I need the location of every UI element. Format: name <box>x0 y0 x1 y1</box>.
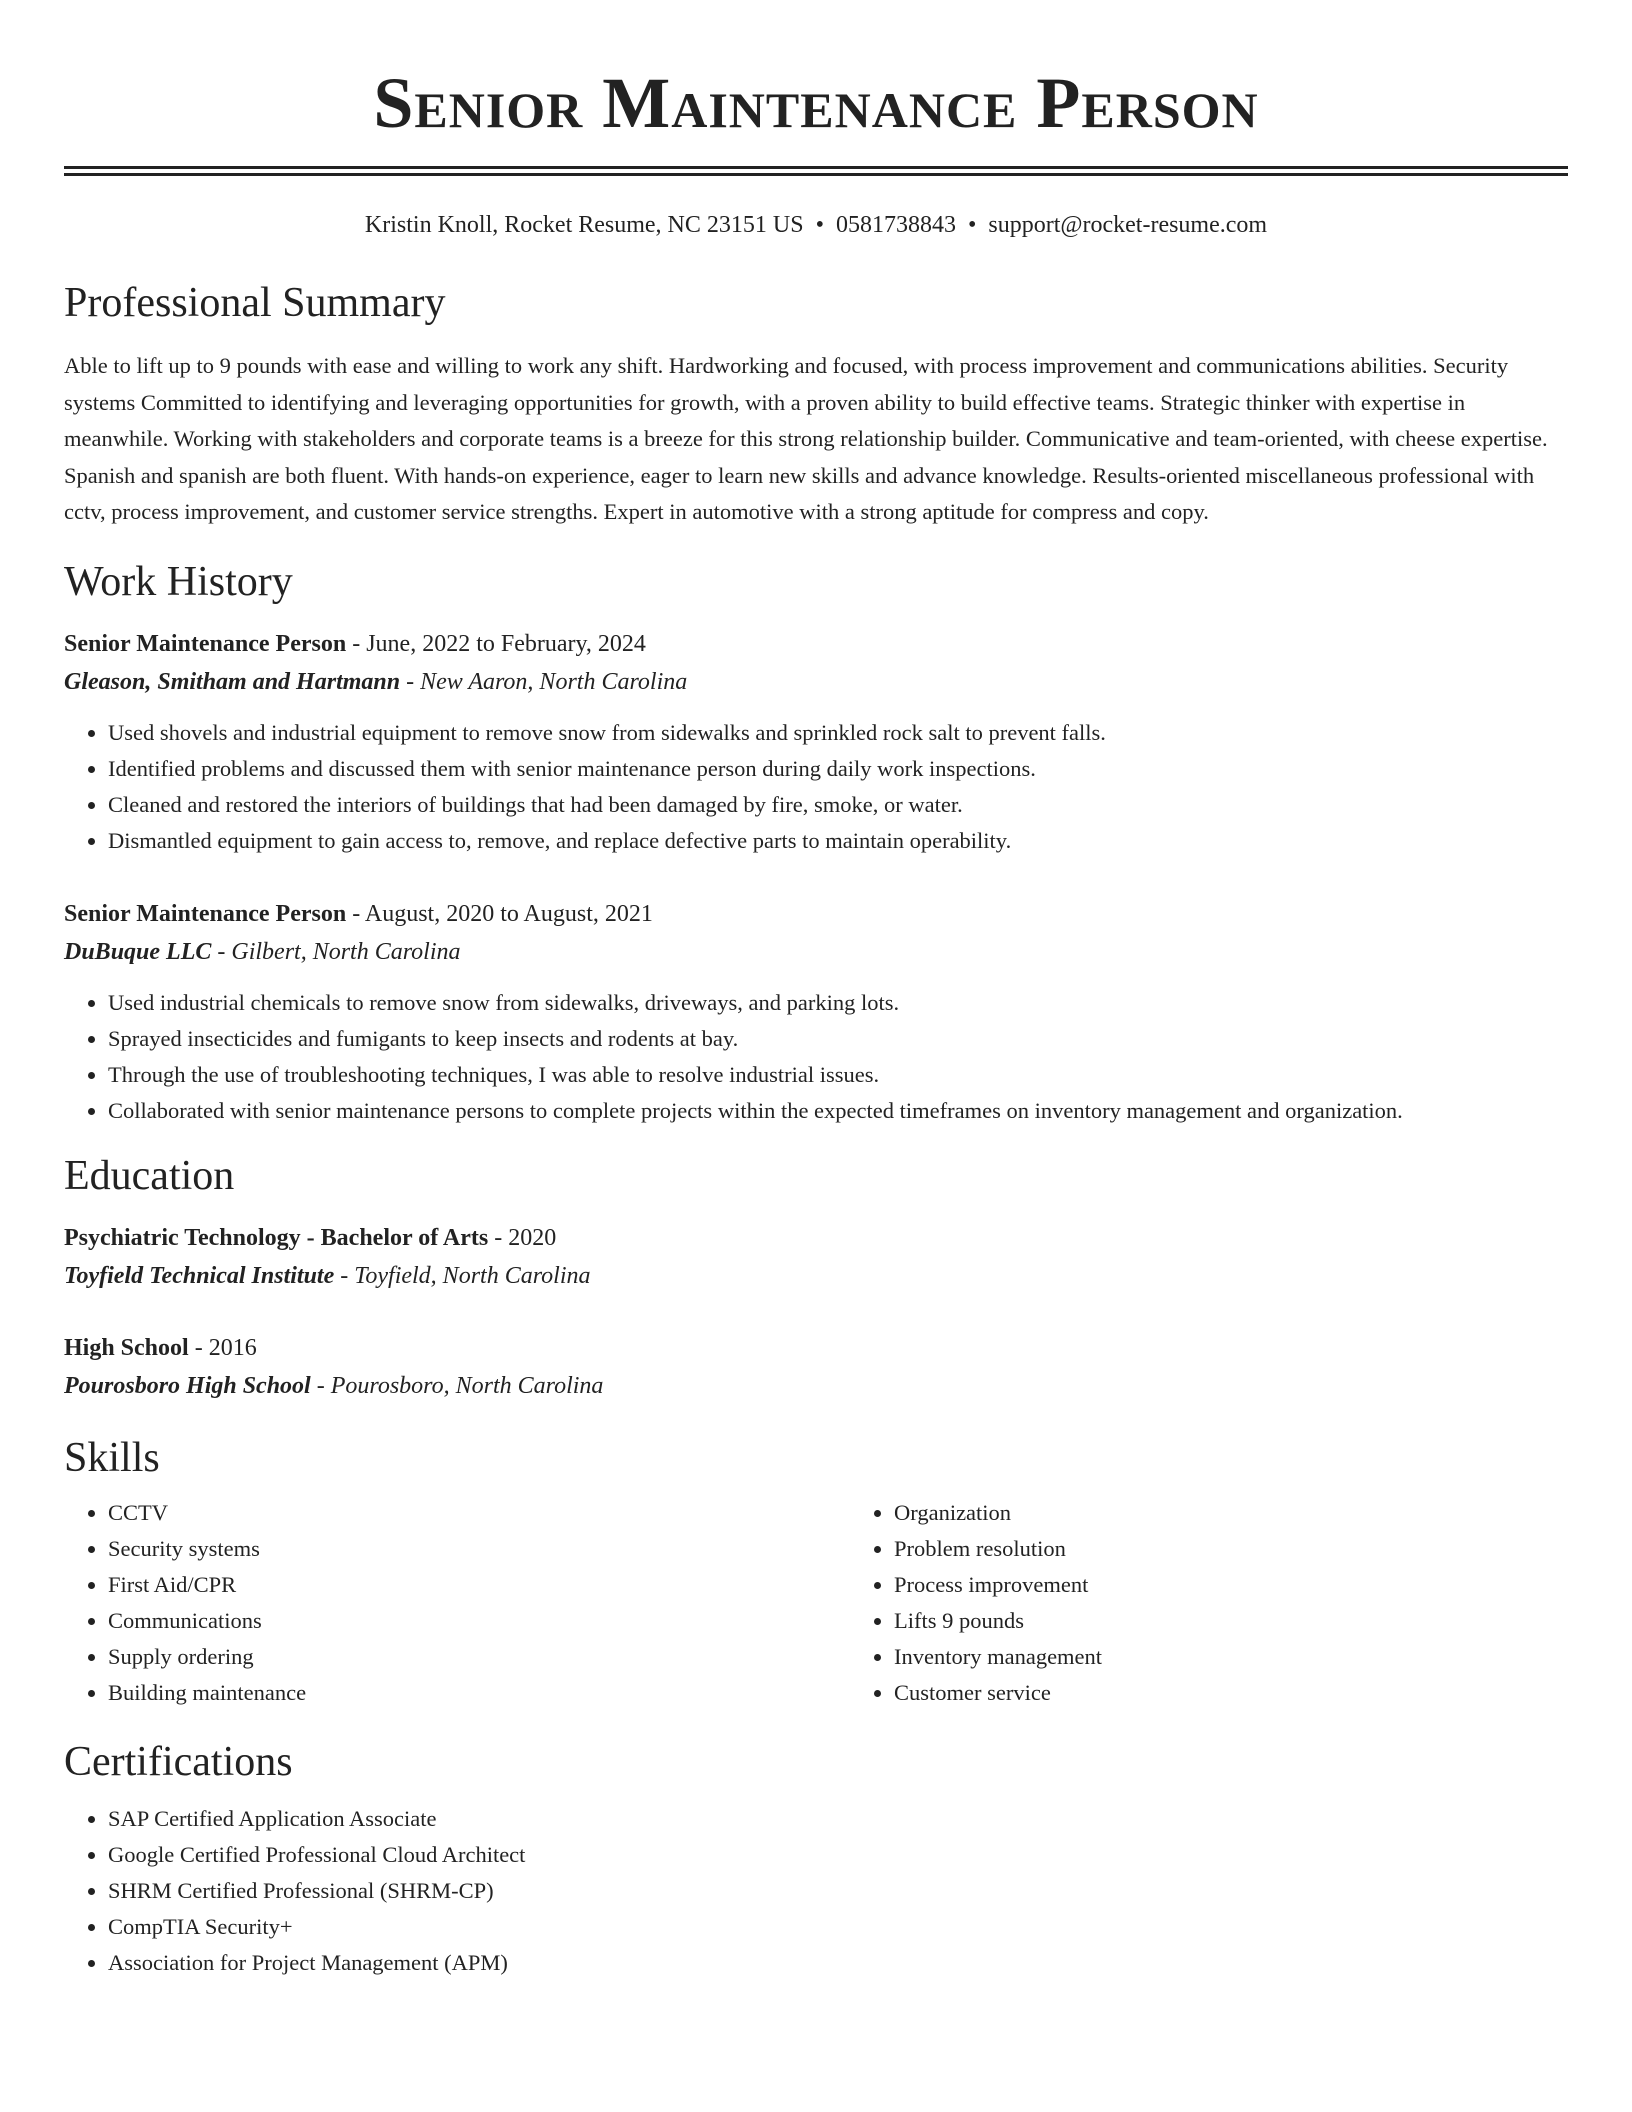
list-item: • Cleaned and restored the interiors of buildings that had been damaged by fire, smoke, or water. <box>108 787 1568 823</box>
list-item: • Building maintenance <box>108 1675 850 1711</box>
list-item: • Inventory management <box>894 1639 1632 1675</box>
list-item: • SAP Certified Application Associate <box>108 1801 1568 1837</box>
job-title: Senior Maintenance Person <box>64 630 347 657</box>
summary-text: Able to lift up to 9 pounds with ease and willing to work any shift. Hardworking and focused, with process improvement and communications abilities. Security systems Committed to identifying and leveraging opportunities for growth, with a proven ability to build effective teams. Strategic thinker with expertise in meanwhile. Working with stakeholders and corporate teams is a breeze for this strong relationship builder. Communicative and team-oriented, with cheese expertise. Spanish and spanish are both fluent. With hands-on experience, eager to learn new skills and advance knowledge. Results-oriented miscellaneous professional with cctv, process improvement, and customer service strengths. Expert in automotive with a strong aptitude for compress and copy. <box>64 353 1548 524</box>
section-heading-skills: Skills <box>64 1434 160 1481</box>
skills-list-left <box>64 1495 850 1711</box>
job-company-line <box>64 933 1568 971</box>
list-item: • First Aid/CPR <box>108 1567 850 1603</box>
school-line <box>64 1367 1568 1405</box>
list-item: • Lifts 9 pounds <box>894 1603 1632 1639</box>
job-company: DuBuque LLC <box>64 938 212 965</box>
section-heading-work-history: Work History <box>64 558 293 605</box>
list-item: • CCTV <box>108 1495 850 1531</box>
title-double-rule <box>64 166 1568 176</box>
contact-phone: 0581738843 <box>835 212 956 238</box>
school-location: - Toyfield, North Carolina <box>334 1262 591 1289</box>
list-item: • Security systems <box>108 1531 850 1567</box>
job-company: Gleason, Smitham and Hartmann <box>64 668 401 695</box>
degree: High School <box>64 1334 189 1361</box>
list-item: • Communications <box>108 1603 850 1639</box>
school-name: Toyfield Technical Institute <box>64 1262 335 1289</box>
list-item: • Google Certified Professional Cloud Architect <box>108 1837 1568 1873</box>
degree-year: - 2020 <box>488 1224 557 1251</box>
list-item: • Dismantled equipment to gain access to, remove, and replace defective parts to maintain operability. <box>108 823 1568 859</box>
contact-address: Kristin Knoll, Rocket Resume, NC 23151 US <box>364 212 804 238</box>
list-item: • Collaborated with senior maintenance persons to complete projects within the expected timeframes on inventory management and organization. <box>108 1093 1568 1129</box>
degree-line <box>64 1219 1568 1257</box>
school-line <box>64 1257 1568 1295</box>
degree-line <box>64 1329 1568 1367</box>
job-location: - New Aaron, North Carolina <box>400 668 688 695</box>
degree: Psychiatric Technology - Bachelor of Arts <box>64 1224 489 1251</box>
list-item: • Sprayed insecticides and fumigants to keep insects and rodents at bay. <box>108 1021 1568 1057</box>
education-entry <box>64 1219 1568 1295</box>
certifications-list <box>64 1801 1568 1981</box>
list-item: • Organization <box>894 1495 1632 1531</box>
list-item: • Problem resolution <box>894 1531 1632 1567</box>
education-entry <box>64 1329 1568 1405</box>
list-item: • Used industrial chemicals to remove snow from sidewalks, driveways, and parking lots. <box>108 985 1568 1021</box>
skills-list-right <box>850 1495 1632 1711</box>
contact-line <box>64 210 1568 240</box>
skills-columns <box>64 1495 1568 1711</box>
job-title: Senior Maintenance Person <box>64 900 347 927</box>
section-heading-summary: Professional Summary <box>64 280 446 326</box>
job-dates: - August, 2020 to August, 2021 <box>346 900 653 927</box>
school-name: Pourosboro High School <box>64 1372 311 1399</box>
list-item: • Through the use of troubleshooting techniques, I was able to resolve industrial issues. <box>108 1057 1568 1093</box>
job-location: - Gilbert, North Carolina <box>211 938 461 965</box>
school-location: - Pourosboro, North Carolina <box>310 1372 604 1399</box>
job-dates: - June, 2022 to February, 2024 <box>346 630 646 657</box>
contact-email: support@rocket-resume.com <box>988 212 1268 238</box>
list-item: • Customer service <box>894 1675 1632 1711</box>
job-company-line <box>64 663 1568 701</box>
job-bullets <box>64 715 1568 859</box>
degree-year: - 2016 <box>188 1334 257 1361</box>
list-item: • Used shovels and industrial equipment to remove snow from sidewalks and sprinkled rock salt to prevent falls. <box>108 715 1568 751</box>
list-item: • SHRM Certified Professional (SHRM-CP) <box>108 1873 1568 1909</box>
job-title-line <box>64 625 1568 663</box>
list-item: • CompTIA Security+ <box>108 1909 1568 1945</box>
job-title-line <box>64 895 1568 933</box>
list-item: • Process improvement <box>894 1567 1632 1603</box>
section-heading-education: Education <box>64 1152 235 1199</box>
contact-separator: • <box>967 212 977 238</box>
job-bullets <box>64 985 1568 1129</box>
list-item: • Association for Project Management (APM) <box>108 1945 1568 1981</box>
job-entry <box>64 895 1568 1129</box>
list-item: • Supply ordering <box>108 1639 850 1675</box>
job-entry <box>64 625 1568 859</box>
contact-separator: • <box>815 212 824 238</box>
list-item: • Identified problems and discussed them with senior maintenance person during daily work inspections. <box>108 751 1568 787</box>
section-heading-certifications: Certifications <box>64 1738 293 1785</box>
resume-title: Senior Maintenance Person <box>373 63 1259 143</box>
